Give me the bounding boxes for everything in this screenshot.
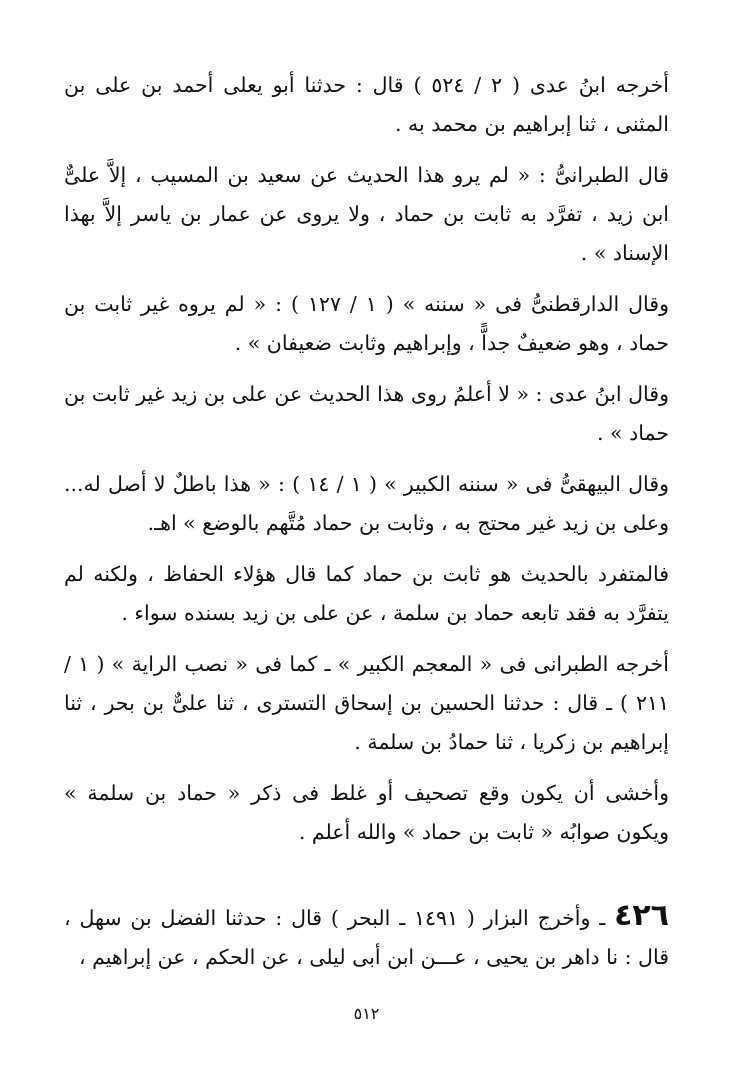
paragraph-1: أخرجه ابنُ عدى ( ٢ / ٥٢٤ ) قال : حدثنا أبو يعلى أحمد بن على بن المثنى ، ثنا إبراهيم بن محمد به . xyxy=(64,73,669,136)
entry-text: ـ وأخرج البزار ( ١٤٩١ ـ البحر ) قال : حدثنا الفضل بن سهل ، قال : نا داهر بن يحيى ، عـــن ابن أبى ليلى ، عن الحكم ، عن إبراهيم ، xyxy=(64,906,669,969)
hadith-entry xyxy=(64,896,669,977)
page-body xyxy=(64,66,669,977)
paragraph-5: وقال البيهقىُّ فى « سننه الكبير » ( ١ / ١٤ ) : « هذا باطلٌ لا أصل له... وعلى بن زيد غير محتج به ، وثابت بن حماد مُتَّهم بالوضع » اهـ. xyxy=(64,472,669,535)
paragraph-2: قال الطبرانىُّ : « لم يرو هذا الحديث عن سعيد بن المسيب ، إلاَّ علىٌّ ابن زيد ، تفرَّد به ثابت بن حماد ، ولا يروى عن عمار بن ياسر إلاَّ بهذا الإسناد » . xyxy=(64,163,669,265)
paragraph-6: فالمتفرد بالحديث هو ثابت بن حماد كما قال هؤلاء الحفاظ ، ولكنه لم يتفرَّد به فقد تابعه حماد بن سلمة ، عن على بن زيد بسنده سواء . xyxy=(64,562,669,625)
paragraph-8: وأخشى أن يكون وقع تصحيف أو غلط فى ذكر « حماد بن سلمة » ويكون صوابُه « ثابت بن حماد » والله أعلم . xyxy=(64,781,669,844)
paragraph-3: وقال الدارقطنىُّ فى « سننه » ( ١ / ١٢٧ ) : « لم يروه غير ثابت بن حماد ، وهو ضعيفٌ جداًّ ، وإبراهيم وثابت ضعيفان » . xyxy=(64,292,669,355)
paragraph-7: أخرجه الطبرانى فى « المعجم الكبير » ـ كما فى « نصب الراية » ( ١ / ٢١١ ) ـ قال : حدثنا الحسين بن إسحاق التسترى ، ثنا علىٌّ بن بحر ، ثنا إبراهيم بن زكريا ، ثنا حمادُ بن سلمة . xyxy=(64,652,669,754)
entry-number: ٤٢٦ xyxy=(614,898,669,933)
page-number: ٥١٢ xyxy=(353,1004,380,1023)
paragraph-4: وقال ابنُ عدى : « لا أعلمُ روى هذا الحديث عن على بن زيد غير ثابت بن حماد » . xyxy=(64,382,669,445)
